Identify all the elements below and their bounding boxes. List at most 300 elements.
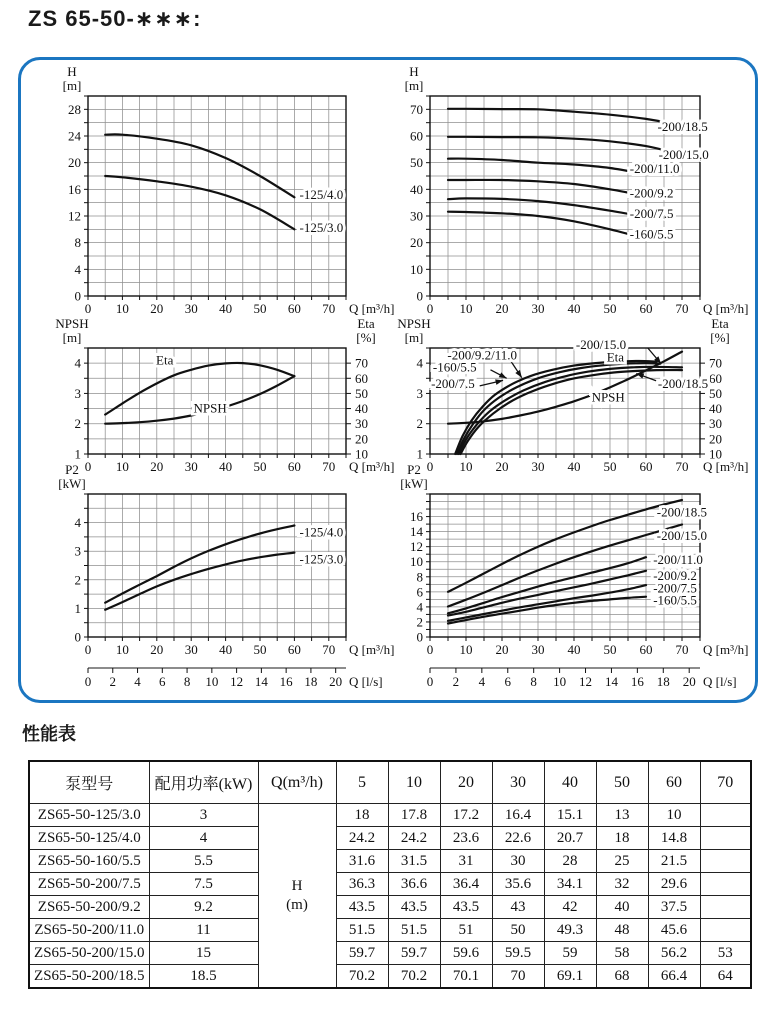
head-value-cell: 31.5 <box>388 850 440 873</box>
pump-model-cell: ZS65-50-125/4.0 <box>29 827 149 850</box>
head-value-cell: 10 <box>648 804 700 827</box>
svg-text:12: 12 <box>68 208 81 224</box>
head-value-cell: 70.1 <box>440 965 492 989</box>
svg-text:30: 30 <box>184 642 198 657</box>
svg-text:70: 70 <box>709 355 722 371</box>
head-value-cell: 15.1 <box>544 804 596 827</box>
svg-text:[m]: [m] <box>404 330 424 345</box>
svg-text:50: 50 <box>253 301 267 316</box>
curve--200/7.5 <box>448 198 646 217</box>
svg-text:0: 0 <box>416 288 423 304</box>
head-value-cell: 21.5 <box>648 850 700 873</box>
svg-text:20: 20 <box>495 642 509 657</box>
svg-text:10: 10 <box>410 554 423 570</box>
table-row <box>29 827 751 850</box>
table-header-cell: 5 <box>336 761 388 804</box>
svg-text:-200/9.2: -200/9.2 <box>653 567 697 583</box>
head-value-cell: 30 <box>492 850 544 873</box>
svg-text:[m]: [m] <box>404 78 424 93</box>
svg-text:-200/9.2: -200/9.2 <box>629 185 674 201</box>
y-axis-header <box>405 64 424 93</box>
svg-text:40: 40 <box>567 459 581 474</box>
power-cell: 9.2 <box>149 896 258 919</box>
svg-text:0: 0 <box>426 301 434 316</box>
curves-panel <box>18 57 758 703</box>
svg-text:4: 4 <box>74 355 81 371</box>
head-value-cell: 31.6 <box>336 850 388 873</box>
svg-text:-200/15.0: -200/15.0 <box>575 336 627 352</box>
svg-text:50: 50 <box>253 642 267 657</box>
svg-text:60: 60 <box>639 459 653 474</box>
head-value-cell: 17.2 <box>440 804 492 827</box>
svg-text:30: 30 <box>531 642 545 657</box>
table-header-cell: 泵型号 <box>29 761 149 804</box>
head-value-cell: 16.4 <box>492 804 544 827</box>
svg-text:18: 18 <box>304 674 318 689</box>
svg-text:40: 40 <box>567 301 581 316</box>
head-value-cell: 36.3 <box>336 873 388 896</box>
power-cell: 18.5 <box>149 965 258 989</box>
svg-text:0: 0 <box>74 288 81 304</box>
head-value-cell: 59 <box>544 942 596 965</box>
svg-text:8: 8 <box>74 235 81 251</box>
svg-text:-125/3.0: -125/3.0 <box>299 551 344 567</box>
svg-text:10: 10 <box>709 446 722 462</box>
svg-text:40: 40 <box>219 459 233 474</box>
svg-text:70: 70 <box>675 642 689 657</box>
table-header-cell: 配用功率(kW) <box>149 761 258 804</box>
head-value-cell: 18 <box>336 804 388 827</box>
head-value-cell: 50 <box>492 919 544 942</box>
svg-text:70: 70 <box>675 459 689 474</box>
head-value-cell: 51.5 <box>336 919 388 942</box>
svg-text:40: 40 <box>219 642 233 657</box>
svg-text:20: 20 <box>329 674 343 689</box>
table-header-cell: 30 <box>492 761 544 804</box>
svg-text:50: 50 <box>603 642 617 657</box>
svg-text:20: 20 <box>68 155 81 171</box>
svg-text:40: 40 <box>410 181 423 197</box>
head-value-cell: 24.2 <box>388 827 440 850</box>
svg-text:H: H <box>67 64 77 79</box>
pump-model-cell: ZS65-50-200/9.2 <box>29 896 149 919</box>
x-axis-label: Q [m³/h] <box>349 642 395 657</box>
table-header-cell: 40 <box>544 761 596 804</box>
chart-h-large <box>405 64 749 316</box>
head-value-cell: 43.5 <box>388 896 440 919</box>
table-header-cell: 50 <box>596 761 648 804</box>
head-value-cell: 59.7 <box>336 942 388 965</box>
svg-text:50: 50 <box>410 155 423 171</box>
head-value-cell: 43.5 <box>440 896 492 919</box>
svg-text:4: 4 <box>74 515 81 531</box>
table-row <box>29 919 751 942</box>
svg-text:4: 4 <box>134 674 141 689</box>
svg-text:30: 30 <box>709 416 722 432</box>
svg-text:2: 2 <box>74 416 81 432</box>
svg-text:Q [l/s]: Q [l/s] <box>349 674 383 689</box>
svg-text:2: 2 <box>416 416 423 432</box>
svg-text:30: 30 <box>355 416 368 432</box>
svg-text:50: 50 <box>253 459 267 474</box>
head-value-cell: 34.1 <box>544 873 596 896</box>
svg-text:[kW]: [kW] <box>400 476 428 491</box>
curve--200/9.2 <box>448 180 646 196</box>
svg-text:10: 10 <box>115 301 129 316</box>
svg-text:4: 4 <box>74 261 81 277</box>
head-value-cell: 59.7 <box>388 942 440 965</box>
head-value-cell: 18 <box>596 827 648 850</box>
head-value-cell: 14.8 <box>648 827 700 850</box>
curve-labels <box>630 119 709 241</box>
curve--200/11.0 <box>448 159 646 175</box>
head-value-cell: 45.6 <box>648 919 700 942</box>
svg-text:8: 8 <box>183 674 191 689</box>
head-value-cell: 28 <box>544 850 596 873</box>
head-value-cell: 49.3 <box>544 919 596 942</box>
svg-text:60: 60 <box>287 301 301 316</box>
svg-text:20: 20 <box>150 301 164 316</box>
head-value-cell: 56.2 <box>648 942 700 965</box>
svg-text:H: H <box>409 64 419 79</box>
svg-text:NPSH: NPSH <box>193 400 227 416</box>
svg-text:4: 4 <box>416 355 423 371</box>
x-axis-label: Q [m³/h] <box>703 459 749 474</box>
svg-text:20: 20 <box>150 642 164 657</box>
svg-text:70: 70 <box>675 301 689 316</box>
svg-text:16: 16 <box>630 674 644 689</box>
head-value-cell: 70 <box>492 965 544 989</box>
svg-text:[m]: [m] <box>62 330 82 345</box>
head-value-cell: 32 <box>596 873 648 896</box>
power-cell: 4 <box>149 827 258 850</box>
svg-text:12: 12 <box>579 674 593 689</box>
svg-text:-125/4.0: -125/4.0 <box>299 524 344 540</box>
head-value-cell: 29.6 <box>648 873 700 896</box>
svg-text:[%]: [%] <box>710 330 730 345</box>
pump-model-cell: ZS65-50-200/7.5 <box>29 873 149 896</box>
svg-text:0: 0 <box>426 674 434 689</box>
svg-text:20: 20 <box>150 459 164 474</box>
svg-text:10: 10 <box>355 446 368 462</box>
svg-text:60: 60 <box>287 459 301 474</box>
svg-text:70: 70 <box>322 642 336 657</box>
svg-text:20: 20 <box>410 235 423 251</box>
head-value-cell: 24.2 <box>336 827 388 850</box>
svg-text:30: 30 <box>531 459 545 474</box>
y-axis-header <box>397 316 430 345</box>
svg-text:-200/7.5: -200/7.5 <box>431 375 475 391</box>
table-header-cell: 70 <box>700 761 751 804</box>
head-value-cell: 36.4 <box>440 873 492 896</box>
svg-text:20: 20 <box>495 459 509 474</box>
x-axis-label: Q [m³/h] <box>703 642 749 657</box>
svg-text:50: 50 <box>709 385 722 401</box>
x-axis-label: Q [m³/h] <box>349 459 395 474</box>
table-title: 性能表 <box>22 724 76 744</box>
x2-axis <box>427 668 737 689</box>
head-value-cell: 17.8 <box>388 804 440 827</box>
head-value-cell: 48 <box>596 919 648 942</box>
head-value-cell: 64 <box>700 965 751 989</box>
head-value-cell <box>700 827 751 850</box>
table-header-cell: 10 <box>388 761 440 804</box>
head-value-cell: 43 <box>492 896 544 919</box>
svg-text:14: 14 <box>254 674 268 689</box>
svg-text:40: 40 <box>709 401 722 417</box>
head-value-cell: 13 <box>596 804 648 827</box>
svg-text:10: 10 <box>115 642 129 657</box>
svg-text:0: 0 <box>426 642 434 657</box>
svg-text:1: 1 <box>74 446 81 462</box>
svg-text:30: 30 <box>184 459 198 474</box>
svg-text:10: 10 <box>553 674 567 689</box>
svg-text:18: 18 <box>656 674 670 689</box>
pump-model-cell: ZS65-50-200/15.0 <box>29 942 149 965</box>
curve--160/5.5 <box>448 597 646 624</box>
svg-text:10: 10 <box>459 642 473 657</box>
pump-model-cell: ZS65-50-125/3.0 <box>29 804 149 827</box>
head-value-cell: 37.5 <box>648 896 700 919</box>
svg-text:20: 20 <box>709 431 722 447</box>
svg-text:40: 40 <box>355 401 368 417</box>
svg-text:-200/18.5: -200/18.5 <box>657 119 708 135</box>
head-value-cell: 59.6 <box>440 942 492 965</box>
power-cell: 3 <box>149 804 258 827</box>
x2-axis <box>85 668 383 689</box>
chart-h-small <box>63 64 395 316</box>
svg-text:Eta: Eta <box>606 349 625 365</box>
svg-text:10: 10 <box>205 674 219 689</box>
curve-labels <box>300 524 344 566</box>
power-cell: 15 <box>149 942 258 965</box>
page-title: ZS 65-50-∗∗∗: <box>28 6 202 31</box>
svg-text:NPSH: NPSH <box>591 389 625 405</box>
curve--200/7.5 <box>448 585 646 621</box>
curve-labels <box>300 187 344 235</box>
curve--200/11.0 <box>448 557 646 613</box>
power-cell: 7.5 <box>149 873 258 896</box>
svg-text:Eta: Eta <box>711 316 729 331</box>
chart-npsh-small <box>55 316 394 474</box>
head-value-cell: 36.6 <box>388 873 440 896</box>
y-axis-header <box>400 462 427 491</box>
svg-text:16: 16 <box>410 509 423 525</box>
head-value-cell: 70.2 <box>336 965 388 989</box>
svg-text:60: 60 <box>355 370 368 386</box>
chart-p2-small <box>58 462 394 689</box>
svg-text:6: 6 <box>504 674 512 689</box>
curves <box>105 526 294 610</box>
svg-text:8: 8 <box>416 569 423 585</box>
svg-text:16: 16 <box>279 674 293 689</box>
svg-text:-160/5.5: -160/5.5 <box>653 592 697 608</box>
table-row <box>29 942 751 965</box>
svg-text:-200/15.0: -200/15.0 <box>658 147 709 163</box>
svg-text:3: 3 <box>74 543 81 559</box>
svg-text:-200/15.0: -200/15.0 <box>656 527 708 543</box>
svg-text:70: 70 <box>322 459 336 474</box>
svg-text:60: 60 <box>410 128 423 144</box>
table-header-cell: Q(m³/h) <box>258 761 336 804</box>
head-value-cell: 68 <box>596 965 648 989</box>
head-value-cell: 35.6 <box>492 873 544 896</box>
head-value-cell: 51 <box>440 919 492 942</box>
performance-table-head <box>29 761 751 804</box>
performance-table-body <box>29 804 751 989</box>
head-value-cell: 66.4 <box>648 965 700 989</box>
right-axis <box>346 316 376 462</box>
svg-text:1: 1 <box>74 600 81 616</box>
head-value-cell: 53 <box>700 942 751 965</box>
svg-text:6: 6 <box>159 674 166 689</box>
y-axis-header <box>55 316 88 345</box>
svg-text:14: 14 <box>604 674 618 689</box>
svg-text:NPSH: NPSH <box>397 316 431 331</box>
y-axis-header <box>58 462 85 491</box>
svg-text:24: 24 <box>68 128 81 144</box>
svg-text:20: 20 <box>355 431 368 447</box>
svg-text:50: 50 <box>603 459 617 474</box>
svg-text:20: 20 <box>682 674 696 689</box>
head-value-cell: 31 <box>440 850 492 873</box>
svg-text:30: 30 <box>531 301 545 316</box>
svg-text:0: 0 <box>84 674 92 689</box>
svg-text:50: 50 <box>603 301 617 316</box>
head-value-cell <box>700 919 751 942</box>
svg-text:Eta: Eta <box>156 352 174 368</box>
svg-text:12: 12 <box>410 539 423 555</box>
y-axis-header <box>63 64 82 93</box>
table-row <box>29 896 751 919</box>
table-row <box>29 873 751 896</box>
svg-text:60: 60 <box>639 301 653 316</box>
svg-text:2: 2 <box>416 614 423 630</box>
head-value-cell <box>700 804 751 827</box>
head-value-cell <box>700 850 751 873</box>
pump-model-cell: ZS65-50-160/5.5 <box>29 850 149 873</box>
curve--200/15.0 <box>448 137 682 155</box>
svg-text:2: 2 <box>109 674 117 689</box>
head-value-cell: 43.5 <box>336 896 388 919</box>
svg-text:50: 50 <box>355 385 368 401</box>
chart-npsh-large <box>397 316 748 474</box>
svg-text:6: 6 <box>416 584 423 600</box>
svg-text:28: 28 <box>68 101 81 117</box>
head-value-cell: 20.7 <box>544 827 596 850</box>
table-header-row <box>29 761 751 804</box>
tick-labels <box>75 515 336 657</box>
svg-text:Q [l/s]: Q [l/s] <box>703 674 737 689</box>
svg-text:-160/5.5: -160/5.5 <box>432 359 477 375</box>
svg-text:10: 10 <box>459 459 473 474</box>
performance-table <box>28 760 752 989</box>
head-value-cell: 59.5 <box>492 942 544 965</box>
svg-text:70: 70 <box>355 355 368 371</box>
svg-text:40: 40 <box>567 642 581 657</box>
svg-text:[%]: [%] <box>356 330 376 345</box>
chart-p2-large <box>400 462 748 689</box>
svg-text:0: 0 <box>84 459 92 474</box>
table-header-cell: 60 <box>648 761 700 804</box>
table-header-cell: 20 <box>440 761 492 804</box>
svg-text:70: 70 <box>410 101 423 117</box>
pump-model-cell: ZS65-50-200/18.5 <box>29 965 149 989</box>
svg-text:-200/11.0: -200/11.0 <box>653 551 703 567</box>
svg-text:14: 14 <box>410 524 423 540</box>
head-value-cell: 40 <box>596 896 648 919</box>
x-axis-label: Q [m³/h] <box>349 301 395 316</box>
pump-model-cell: ZS65-50-200/11.0 <box>29 919 149 942</box>
pump-curve-charts <box>21 60 749 694</box>
head-value-cell: 22.6 <box>492 827 544 850</box>
svg-text:P2: P2 <box>407 462 421 477</box>
table-row <box>29 965 751 989</box>
svg-text:2: 2 <box>74 572 81 588</box>
svg-text:70: 70 <box>322 301 336 316</box>
head-value-cell: 25 <box>596 850 648 873</box>
head-value-cell: 51.5 <box>388 919 440 942</box>
svg-text:1: 1 <box>416 446 423 462</box>
table-row <box>29 804 751 827</box>
svg-text:2: 2 <box>452 674 460 689</box>
svg-text:60: 60 <box>709 370 722 386</box>
svg-text:-200/11.0: -200/11.0 <box>629 161 680 177</box>
head-value-cell: 70.2 <box>388 965 440 989</box>
svg-text:60: 60 <box>639 642 653 657</box>
svg-text:0: 0 <box>426 459 434 474</box>
svg-text:10: 10 <box>410 261 423 277</box>
svg-text:16: 16 <box>68 181 81 197</box>
svg-text:-125/4.0: -125/4.0 <box>299 187 344 203</box>
svg-text:0: 0 <box>74 629 81 645</box>
head-value-cell: 23.6 <box>440 827 492 850</box>
svg-text:40: 40 <box>219 301 233 316</box>
svg-text:30: 30 <box>184 301 198 316</box>
svg-text:-200/18.5: -200/18.5 <box>657 375 709 391</box>
svg-text:0: 0 <box>416 629 423 645</box>
svg-text:20: 20 <box>495 301 509 316</box>
curves <box>105 134 294 229</box>
head-value-cell <box>700 873 751 896</box>
svg-text:-160/5.5: -160/5.5 <box>629 226 674 242</box>
head-unit-span-cell: H (m) <box>258 804 336 989</box>
svg-text:-200/18.5: -200/18.5 <box>656 504 708 520</box>
svg-text:4: 4 <box>416 599 423 615</box>
svg-text:60: 60 <box>287 642 301 657</box>
svg-text:8: 8 <box>530 674 537 689</box>
svg-text:P2: P2 <box>65 462 79 477</box>
head-value-cell: 69.1 <box>544 965 596 989</box>
svg-text:[m]: [m] <box>62 78 82 93</box>
svg-text:12: 12 <box>230 674 244 689</box>
svg-text:10: 10 <box>115 459 129 474</box>
svg-text:-200/7.5: -200/7.5 <box>653 580 697 596</box>
head-value-cell: 42 <box>544 896 596 919</box>
svg-text:Eta: Eta <box>357 316 375 331</box>
svg-text:3: 3 <box>74 385 81 401</box>
svg-text:-200/7.5: -200/7.5 <box>629 206 674 222</box>
power-cell: 5.5 <box>149 850 258 873</box>
table-row <box>29 850 751 873</box>
svg-text:30: 30 <box>410 208 423 224</box>
curve--200/18.5 <box>448 500 682 592</box>
svg-text:10: 10 <box>459 301 473 316</box>
svg-text:NPSH: NPSH <box>55 316 89 331</box>
svg-text:0: 0 <box>84 301 92 316</box>
svg-text:-200/9.2/11.0: -200/9.2/11.0 <box>447 347 517 363</box>
svg-text:-125/3.0: -125/3.0 <box>299 219 344 235</box>
